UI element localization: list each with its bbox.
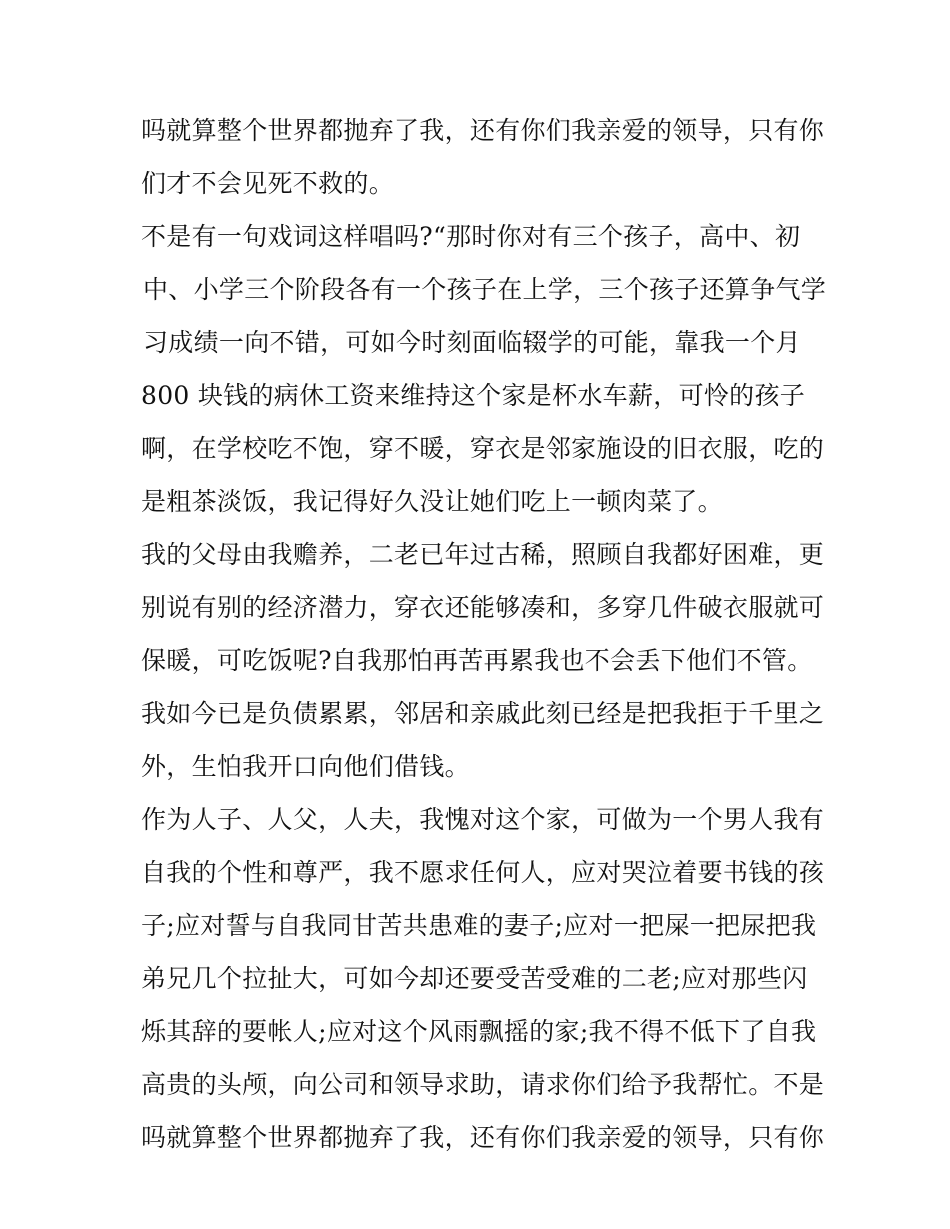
text-line: 作为人子、人父，人夫，我愧对这个家，可做为一个男人我有 (141, 805, 825, 834)
text-line: 烁其辞的要帐人;应对这个风雨飘摇的家;我不得不低下了自我 (141, 1017, 817, 1046)
text-line: 800 块钱的病休工资来维持这个家是杯水车薪，可怜的孩子 (141, 381, 806, 410)
text-line: 啊，在学校吃不饱，穿不暖，穿衣是邻家施设的旧衣服，吃的 (141, 434, 825, 463)
text-line: 中、小学三个阶段各有一个孩子在上学，三个孩子还算争气学 (143, 275, 827, 304)
text-line: 习成绩一向不错，可如今时刻面临辍学的可能，靠我一个月 (143, 328, 801, 357)
text-line: 保暖，可吃饭呢?自我那怕再苦再累我也不会丢下他们不管。 (141, 646, 813, 675)
text-line: 子;应对誓与自我同甘苦共患难的妻子;应对一把屎一把尿把我 (141, 911, 817, 940)
text-line: 我的父母由我赡养，二老已年过古稀，照顾自我都好困难，更 (141, 540, 825, 569)
text-line: 外，生怕我开口向他们借钱。 (141, 752, 470, 781)
text-line: 吗就算整个世界都抛弃了我，还有你们我亲爱的领导，只有你 (141, 1123, 825, 1152)
text-line: 别说有别的经济潜力，穿衣还能够凑和，多穿几件破衣服就可 (141, 593, 825, 622)
text-line: 高贵的头颅，向公司和领导求助，请求你们给予我帮忙。不是 (141, 1070, 825, 1099)
text-line: 自我的个性和尊严，我不愿求任何人，应对哭泣着要书钱的孩 (141, 858, 825, 887)
text-line: 吗就算整个世界都抛弃了我，还有你们我亲爱的领导，只有你 (141, 116, 825, 145)
text-line: 弟兄几个拉扯大，可如今却还要受苦受难的二老;应对那些闪 (141, 964, 808, 993)
body-text (141, 104, 827, 1164)
text-line: 我如今已是负债累累，邻居和亲戚此刻已经是把我拒于千里之 (141, 699, 825, 728)
text-line: 们才不会见死不救的。 (141, 169, 395, 198)
text-line: 是粗茶淡饭，我记得好久没让她们吃上一顿肉菜了。 (141, 487, 723, 516)
text-line: 不是有一句戏词这样唱吗?“那时你对有三个孩子，高中、初 (141, 222, 801, 251)
